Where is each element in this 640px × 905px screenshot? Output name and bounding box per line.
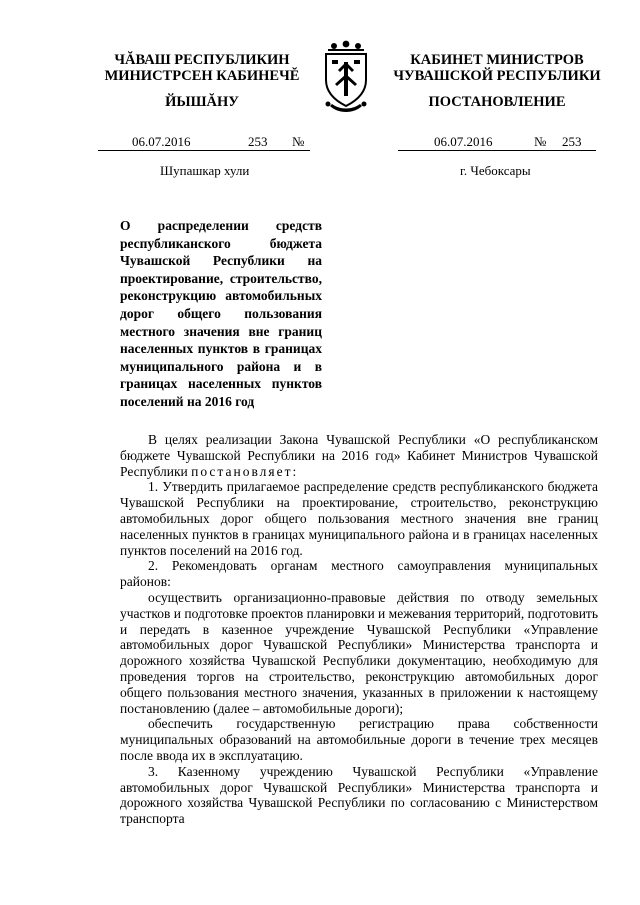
- number-line-left: [98, 134, 310, 151]
- doc-type-right: ПОСТАНОВЛЕНИЕ: [428, 94, 566, 110]
- doc-type-left: ЙЫШĂНУ: [165, 94, 239, 110]
- number-sign-left: №: [292, 134, 305, 149]
- number-sign-right: №: [534, 134, 547, 149]
- city-left: Шупашкар хули: [160, 163, 250, 178]
- paragraph-2a: осуществить организационно-правовые действия по отводу земельных участков и подготовке проектов планировки и межевания территорий, подготовить и передать в казенное учреждение Чувашской Республики «Управление автомобильных дорог Чувашской Республики» Министерства транспорта и дорожного хозяйства Чувашской Республики документацию, необходимую для проведения торгов на строительство, реконструкцию автомобильных дорог общего пользования местного значения, указанных в приложении к настоящему постановлению (далее – автомобильные дороги);: [120, 589, 598, 716]
- document-body: [120, 432, 598, 827]
- preamble-decree-word: постановляет:: [191, 463, 299, 479]
- number-right: 253: [562, 134, 582, 149]
- preamble-text: В целях реализации Закона Чувашской Республики «О республиканском бюджете Чувашской Республики на 2016 год» Кабинет Министров Чувашской Республики: [120, 432, 598, 479]
- header-left-title: [98, 52, 306, 84]
- date-right: 06.07.2016: [434, 134, 493, 149]
- number-line-right: [398, 134, 596, 151]
- paragraph-2: 2. Рекомендовать органам местного самоуправления муниципальных районов:: [120, 558, 598, 590]
- header-right-line2: ЧУВАШСКОЙ РЕСПУБЛИКИ: [393, 68, 601, 84]
- city-right: г. Чебоксары: [460, 163, 531, 178]
- header-right-line1: КАБИНЕТ МИНИСТРОВ: [410, 52, 584, 68]
- header-right-title: [388, 52, 606, 84]
- preamble-paragraph: [120, 432, 598, 479]
- document-subject: О распределении средств республиканского бюджета Чувашской Республики на проектирование, строительство, реконструкцию автомобильных дорог общего пользования местного значения вне границ населенных пунктов в границах муниципального района и в границах населенных пунктов поселений на 2016 год: [120, 218, 322, 409]
- header-left-line2: МИНИСТРСЕН КАБИНЕЧĔ: [104, 68, 300, 84]
- paragraph-3: 3. Казенному учреждению Чувашской Республики «Управление автомобильных дорог Чувашской Республики» Министерства транспорта и дорожного хозяйства Чувашской Республики по согласованию с Министерством транспорта: [120, 763, 598, 827]
- number-left: 253: [248, 134, 268, 149]
- paragraph-2b: обеспечить государственную регистрацию права собственности муниципальных образований на автомобильные дороги в течение трех месяцев после ввода их в эксплуатацию.: [120, 716, 598, 763]
- coat-of-arms-emblem: [318, 40, 374, 118]
- date-left: 06.07.2016: [132, 134, 191, 149]
- paragraph-1: 1. Утвердить прилагаемое распределение средств республиканского бюджета Чувашской Республики на проектирование, строительство, реконструкцию автомобильных дорог общего пользования местного значения вне границ населенных пунктов в границах муниципального района и в границах населенных пунктов поселений на 2016 год.: [120, 479, 598, 558]
- header-left-line1: ЧĂВАШ РЕСПУБЛИКИН: [114, 52, 290, 68]
